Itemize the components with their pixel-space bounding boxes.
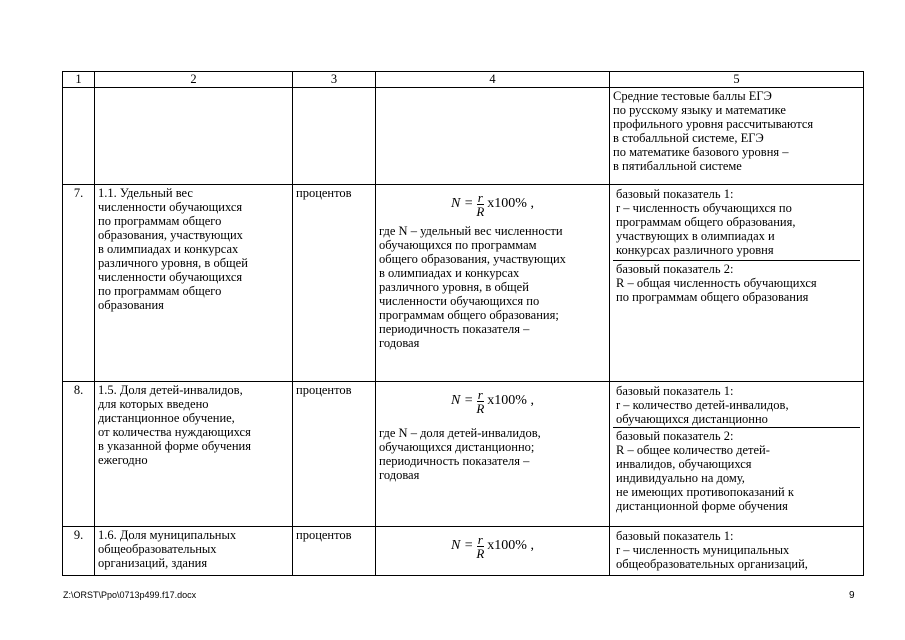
base-indicators bbox=[610, 382, 864, 527]
formula-numerator: r bbox=[477, 189, 483, 205]
formula-lhs: N = bbox=[451, 538, 474, 553]
cell-empty bbox=[63, 88, 95, 185]
unit: процентов bbox=[293, 185, 376, 382]
formula-fraction bbox=[475, 533, 485, 560]
base-indicator-1: базовый показатель 1: r – численность обучающихся по программам общего образования, участвующих в олимпиадах и конкурсах различного уровня bbox=[616, 187, 796, 257]
base-indicator-1: базовый показатель 1: r – количество детей-инвалидов, обучающихся дистанционно bbox=[616, 384, 789, 426]
header-col-1: 1 bbox=[63, 72, 95, 88]
table-row bbox=[63, 527, 864, 576]
base-indicator-2: базовый показатель 2: R – общая численность обучающихся по программам общего образования bbox=[613, 260, 860, 305]
page-number: 9 bbox=[849, 590, 855, 601]
base-indicators bbox=[610, 527, 864, 576]
cell-empty bbox=[376, 88, 610, 185]
formula-numerator: r bbox=[477, 386, 483, 402]
method-description: где N – доля детей-инвалидов, обучающихся дистанционно; периодичность показателя – годовая bbox=[379, 426, 541, 482]
header-col-4: 4 bbox=[376, 72, 610, 88]
unit: процентов bbox=[293, 382, 376, 527]
table-row bbox=[63, 185, 864, 382]
base-indicator-1: базовый показатель 1: r – численность муниципальных общеобразовательных организаций, bbox=[616, 529, 808, 571]
cell-empty bbox=[95, 88, 293, 185]
calculation-method bbox=[376, 382, 610, 527]
row-number: 7. bbox=[63, 185, 95, 382]
header-col-5: 5 bbox=[610, 72, 864, 88]
table-row bbox=[63, 382, 864, 527]
formula-numerator: r bbox=[477, 531, 483, 547]
method-description: где N – удельный вес численности обучающихся по программам общего образования, участвующих в олимпиадах и конкурсах различного уровня, в общей численности обучающихся по программам общего образования; периодичность показателя – годовая bbox=[379, 224, 566, 350]
formula bbox=[379, 384, 606, 418]
formula bbox=[379, 187, 606, 221]
ege-note: Средние тестовые баллы ЕГЭ по русскому языку и математике профильного уровня рассчитываются в стобалльной системе, ЕГЭ по математике базового уровня – в пятибалльной системе bbox=[610, 88, 864, 185]
formula-rhs: x100% , bbox=[487, 538, 534, 553]
formula-fraction bbox=[475, 191, 485, 218]
formula-lhs: N = bbox=[451, 393, 474, 408]
formula-denominator: R bbox=[476, 545, 485, 561]
indicator-name: 1.6. Доля муниципальных общеобразовательных организаций, здания bbox=[95, 527, 293, 576]
indicators-table bbox=[62, 71, 864, 576]
row-number: 9. bbox=[63, 527, 95, 576]
calculation-method bbox=[376, 185, 610, 382]
unit: процентов bbox=[293, 527, 376, 576]
formula-rhs: x100% , bbox=[487, 196, 534, 211]
formula-lhs: N = bbox=[451, 196, 474, 211]
table-header-row bbox=[63, 72, 864, 88]
cell-empty bbox=[293, 88, 376, 185]
header-col-3: 3 bbox=[293, 72, 376, 88]
indicator-name: 1.1. Удельный вес численности обучающихся по программам общего образования, участвующих в олимпиадах и конкурсах различного уровня, в общей численности обучающихся по программам общего образования bbox=[95, 185, 293, 382]
calculation-method bbox=[376, 527, 610, 576]
header-col-2: 2 bbox=[95, 72, 293, 88]
base-indicator-2: базовый показатель 2: R – общее количество детей- инвалидов, обучающихся индивидуально на дому, не имеющих противопоказаний к дистанционной форме обучения bbox=[613, 427, 860, 514]
table-row-continued bbox=[63, 88, 864, 185]
formula-denominator: R bbox=[476, 203, 485, 219]
row-number: 8. bbox=[63, 382, 95, 527]
indicator-name: 1.5. Доля детей-инвалидов, для которых введено дистанционное обучение, от количества нуждающихся в указанной форме обучения ежегодно bbox=[95, 382, 293, 527]
base-indicators bbox=[610, 185, 864, 382]
formula-denominator: R bbox=[476, 400, 485, 416]
footer-file-path: Z:\ORST\Ppo\0713p499.f17.docx bbox=[63, 590, 197, 600]
formula bbox=[379, 529, 606, 563]
formula-rhs: x100% , bbox=[487, 393, 534, 408]
formula-fraction bbox=[475, 388, 485, 415]
